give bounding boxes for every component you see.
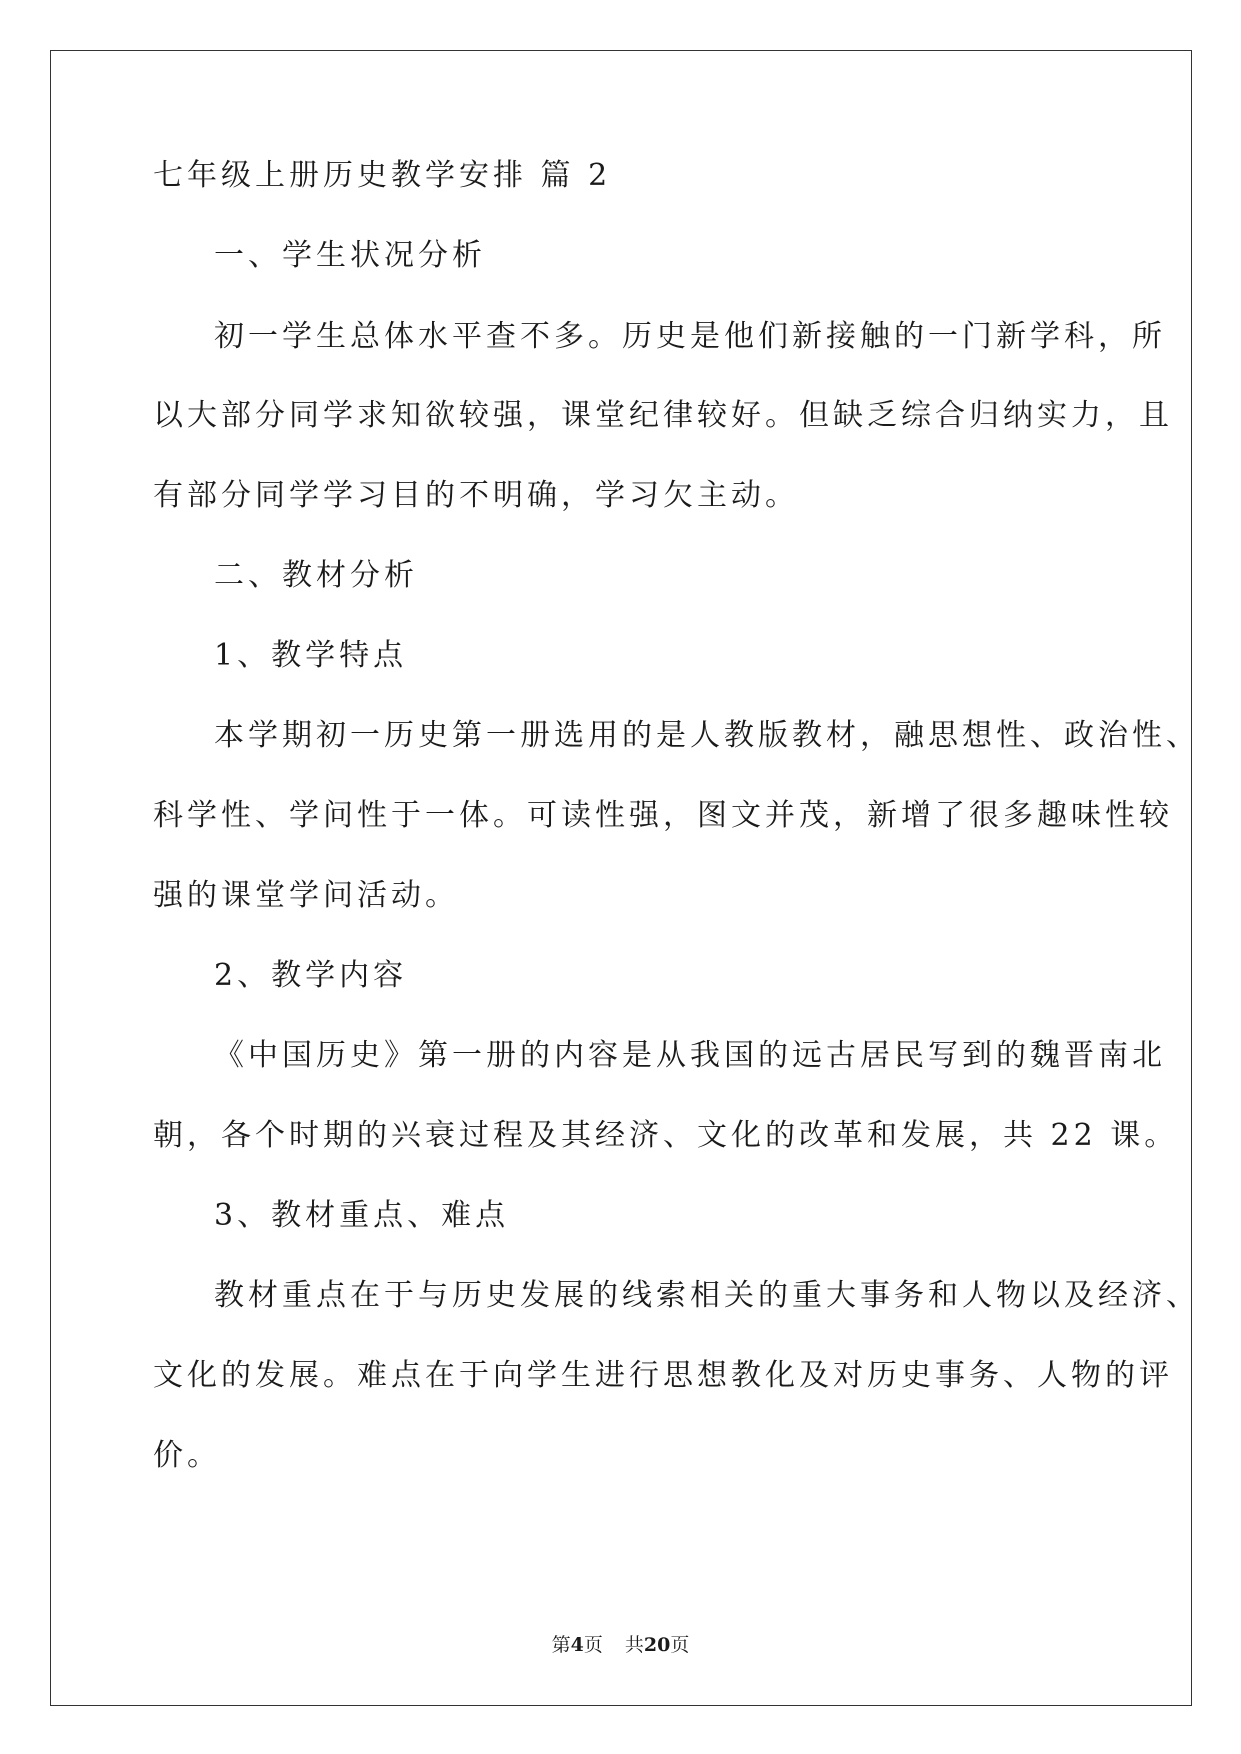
paragraph-line: 本学期初一历史第一册选用的是人教版教材，融思想性、政治性、 — [214, 718, 1200, 753]
footer-page-prefix: 第 — [551, 1634, 571, 1656]
subheading-teaching-features: 1、教学特点 — [214, 638, 408, 673]
paragraph-line: 有部分同学学习目的不明确，学习欠主动。 — [153, 478, 799, 513]
page-footer — [0, 1633, 1241, 1657]
paragraph-line: 教材重点在于与历史发展的线索相关的重大事务和人物以及经济、 — [214, 1278, 1200, 1313]
document-title: 七年级上册历史教学安排 篇 2 — [153, 158, 612, 193]
paragraph-line: 初一学生总体水平查不多。历史是他们新接触的一门新学科，所 — [214, 319, 1166, 354]
section-heading-student-analysis: 一、学生状况分析 — [214, 238, 486, 273]
footer-page-number: 4 — [570, 1634, 584, 1656]
footer-total-pages: 20 — [643, 1634, 671, 1656]
paragraph-line: 强的课堂学问活动。 — [153, 878, 459, 913]
subheading-key-points: 3、教材重点、难点 — [214, 1198, 510, 1233]
paragraph-line: 以大部分同学求知欲较强，课堂纪律较好。但缺乏综合归纳实力，且 — [153, 398, 1173, 433]
footer-page-suffix: 页 — [583, 1634, 603, 1656]
footer-total-suffix: 页 — [670, 1634, 690, 1656]
paragraph-line: 《中国历史》第一册的内容是从我国的远古居民写到的魏晋南北 — [214, 1038, 1166, 1073]
section-heading-textbook-analysis: 二、教材分析 — [214, 558, 418, 593]
paragraph-line: 价。 — [153, 1438, 221, 1473]
subheading-teaching-content: 2、教学内容 — [214, 958, 408, 993]
paragraph-line: 科学性、学问性于一体。可读性强，图文并茂，新增了很多趣味性较 — [153, 798, 1173, 833]
paragraph-line: 文化的发展。难点在于向学生进行思想教化及对历史事务、人物的评 — [153, 1358, 1173, 1393]
paragraph-line: 朝，各个时期的兴衰过程及其经济、文化的改革和发展，共 22 课。 — [153, 1118, 1179, 1153]
footer-total-prefix: 共 — [624, 1634, 644, 1656]
